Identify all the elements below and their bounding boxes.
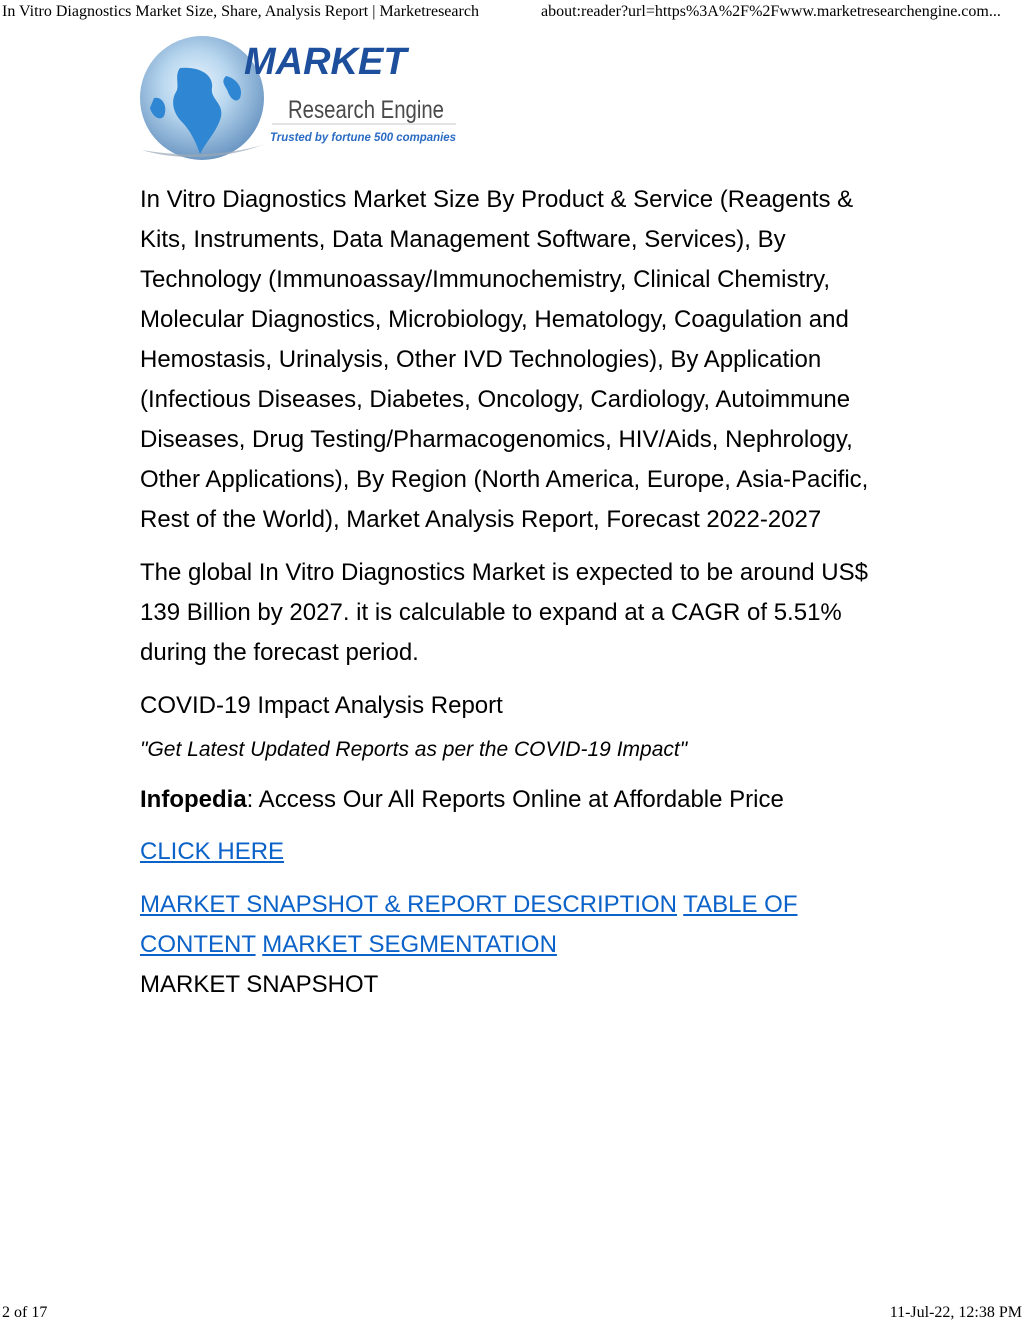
report-nav-links [140,885,885,965]
print-header-url: about:reader?url=https%3A%2F%2Fwww.marketresearchengine.com... [541,3,1001,20]
brand-logo [140,41,460,162]
print-timestamp: 11-Jul-22, 12:38 PM [889,1304,1022,1321]
market-summary: The global In Vitro Diagnostics Market is expected to be around US$ 139 Billion by 2027. it is calculable to expand at a CAGR of 5.51% during the forecast period. [140,559,868,666]
report-title: In Vitro Diagnostics Market Size By Product & Service (Reagents & Kits, Instruments, Data Management Software, Services), By Technology (Immunoassay/Immunochemistry, Clinical Chemistry, Molecular Diagnostics, Microbiology, Hematology, Coagulation and Hemostasis, Urinalysis, Other IVD Technologies), By Application (Infectious Diseases, Diabetes, Oncology, Cardiology, Autoimmune Diseases, Drug Testing/Pharmacogenomics, HIV/Aids, Nephrology, Other Applications), By Region (North America, Europe, Asia-Pacific, Rest of the World), Market Analysis Report, Forecast 2022-2027 [140,186,869,533]
click-here-link[interactable]: CLICK HERE [140,838,285,865]
print-header [0,2,1024,22]
infopedia-text: : Access Our All Reports Online at Affordable Price [246,786,784,813]
snapshot-description-link[interactable]: MARKET SNAPSHOT & REPORT DESCRIPTION [140,891,677,918]
covid-quote: "Get Latest Updated Reports as per the COVID-19 Impact" [140,738,688,761]
table-of-content-link[interactable]: TABLE OF CONTENT [140,891,798,958]
market-segmentation-link[interactable]: MARKET SEGMENTATION [262,931,557,958]
infopedia-line [140,780,885,820]
covid-heading: COVID-19 Impact Analysis Report [140,692,503,719]
logo-word-main: Research Engine [288,96,444,124]
logo-word-top: MARKET [244,41,407,83]
infopedia-label: Infopedia [140,786,247,813]
print-footer [0,1303,1024,1323]
logo-tagline: Trusted by fortune 500 companies [270,130,457,144]
globe-logo-icon [140,41,460,162]
print-header-title: In Vitro Diagnostics Market Size, Share, Analysis Report | Marketresearch [2,3,479,20]
page-number: 2 of 17 [2,1304,48,1321]
article-body [140,180,885,1005]
section-heading-snapshot: MARKET SNAPSHOT [140,971,379,998]
